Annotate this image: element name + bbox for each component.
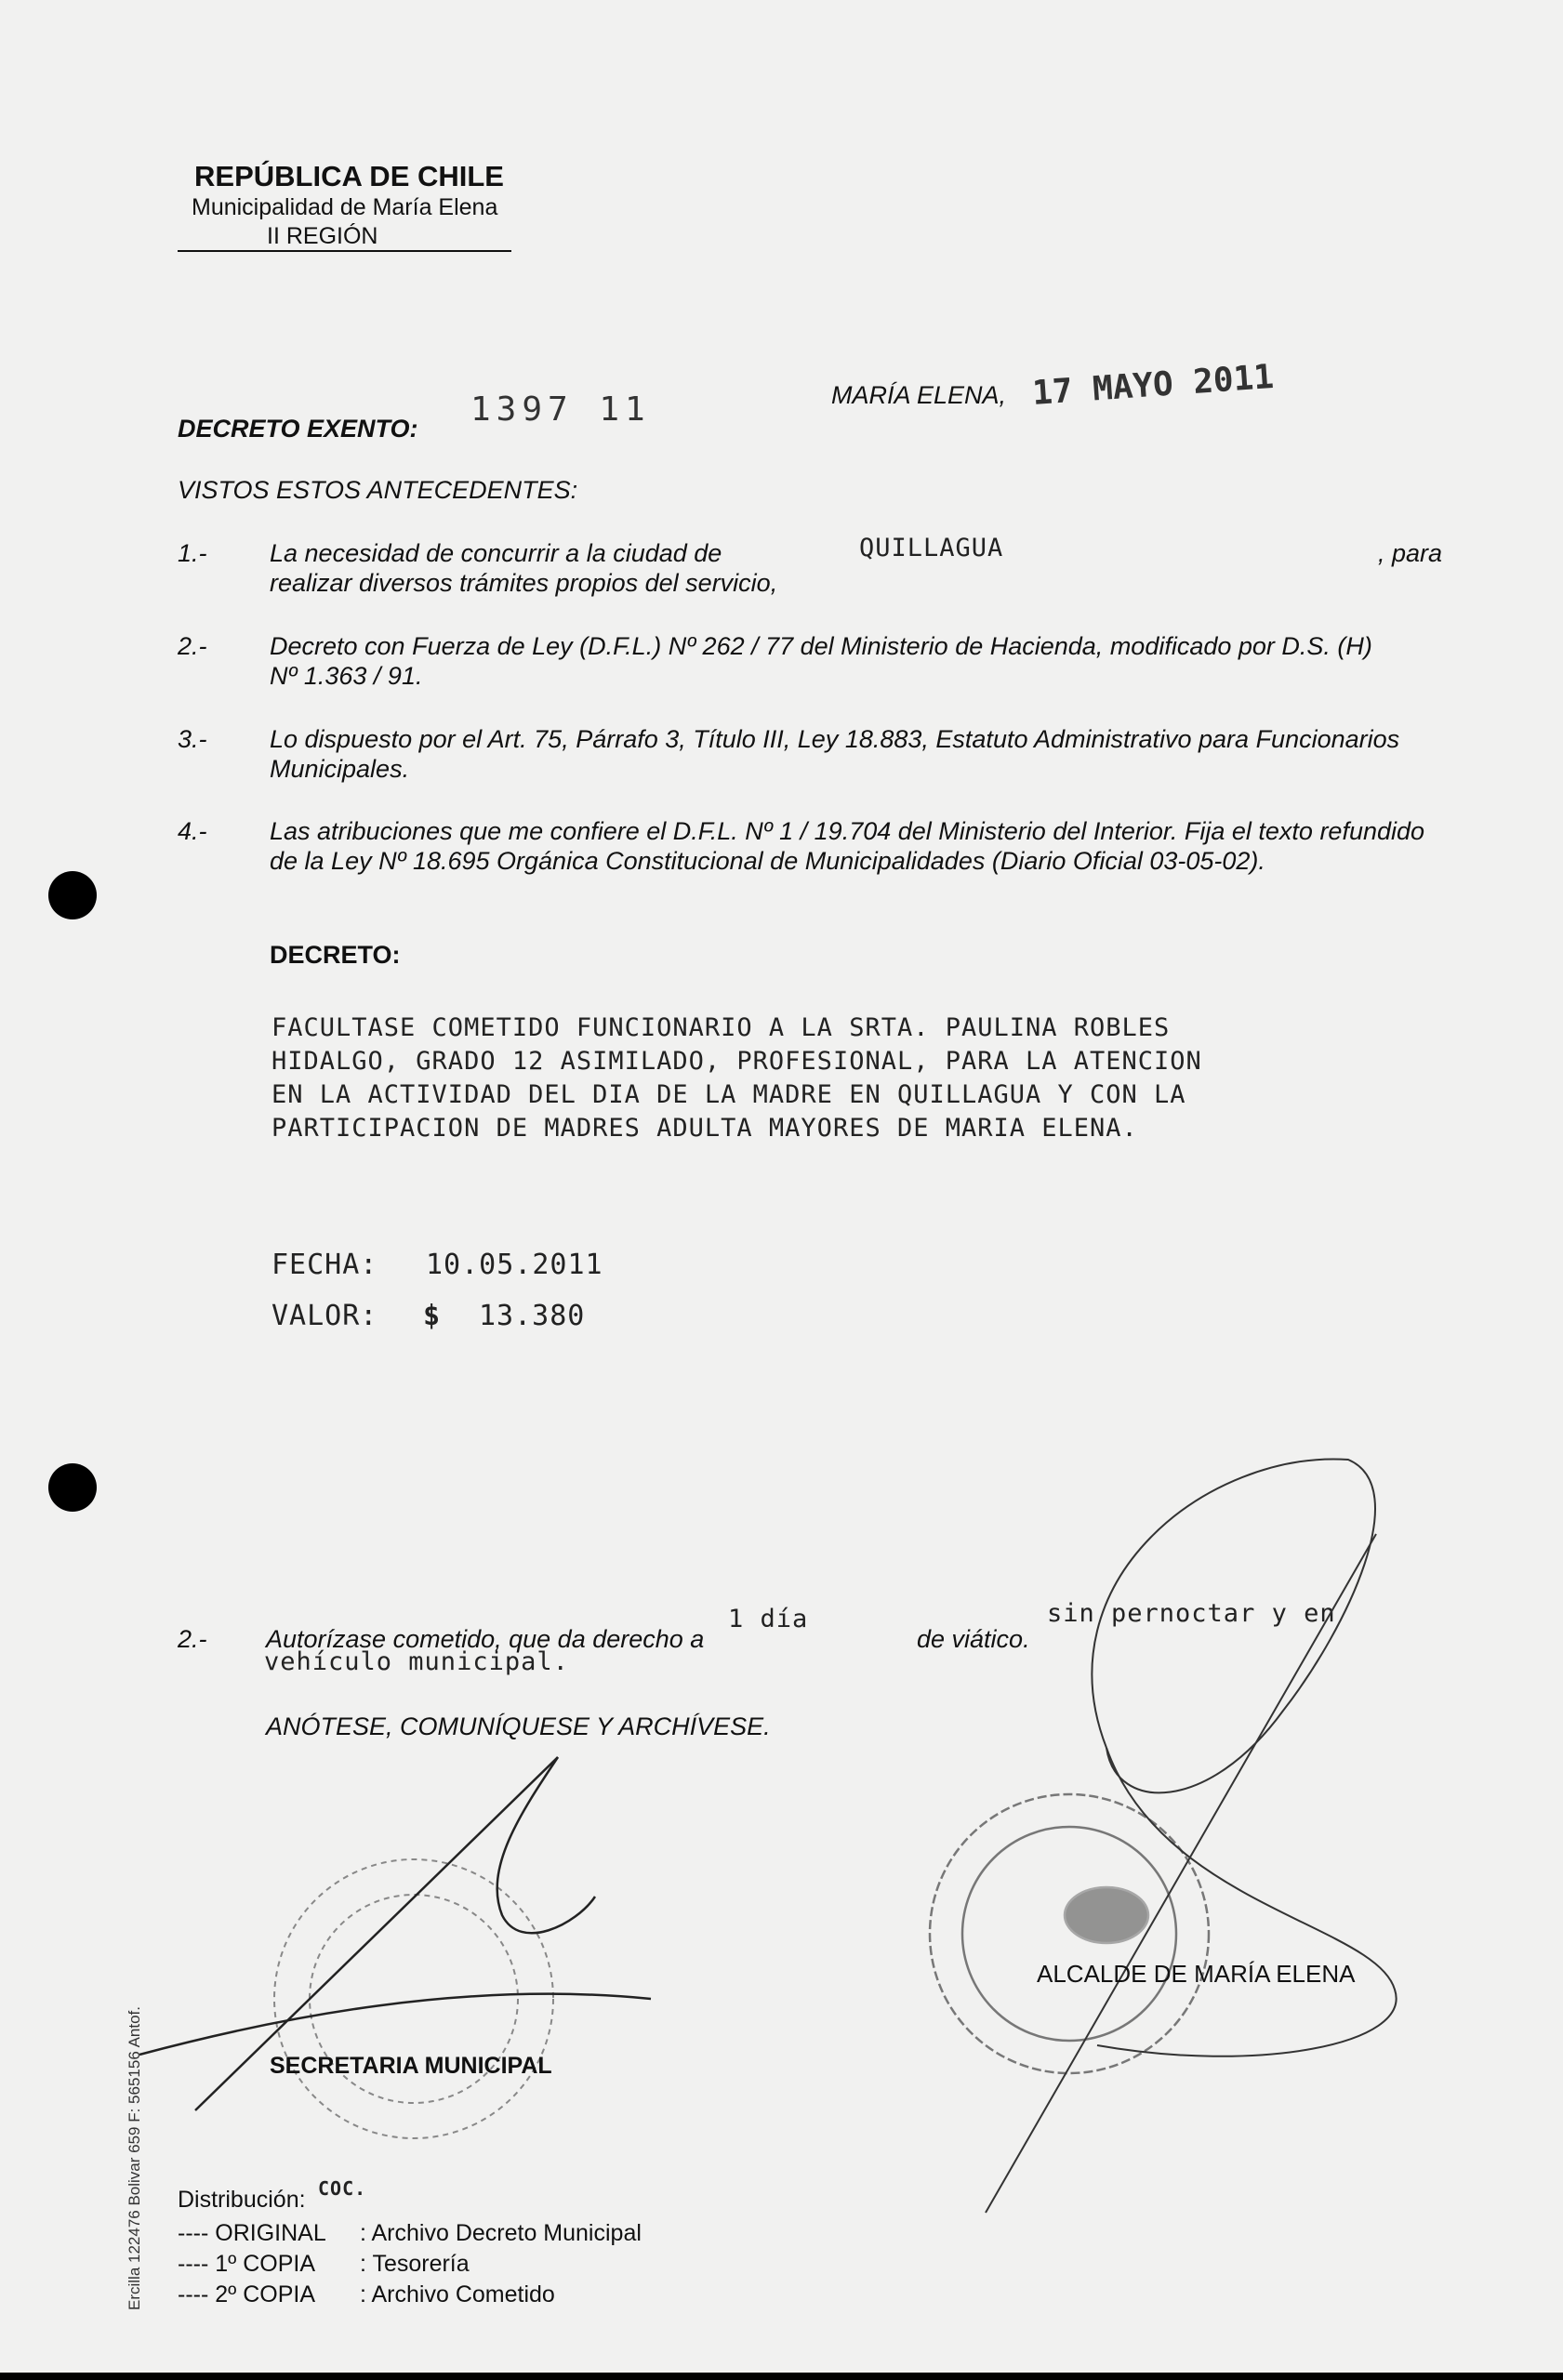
item-3-line1: Lo dispuesto por el Art. 75, Párrafo 3, Título III, Ley 18.883, Estatuto Administrativo para Funcionarios xyxy=(270,725,1400,753)
closing-formula: ANÓTESE, COMUNÍQUESE Y ARCHÍVESE. xyxy=(266,1712,771,1740)
scan-border xyxy=(0,2373,1563,2380)
valor-currency: $ xyxy=(423,1300,442,1332)
item-3-number: 3.- xyxy=(178,725,207,753)
item-4-number: 4.- xyxy=(178,817,207,845)
decreto-line: EN LA ACTIVIDAD DEL DIA DE LA MADRE EN QUILLAGUA Y CON LA xyxy=(272,1080,1186,1109)
item-4-line1: Las atribuciones que me confiere el D.F.L. Nº 1 / 19.704 del Ministerio del Interior. Fija el texto refundido xyxy=(270,817,1425,845)
autoriza-number: 2.- xyxy=(178,1625,207,1653)
municipality-name: Municipalidad de María Elena xyxy=(192,194,498,220)
autoriza-days: 1 día xyxy=(728,1605,809,1633)
decree-label: DECRETO EXENTO: xyxy=(178,415,418,443)
item-3-line2: Municipales. xyxy=(270,755,410,783)
decree-date-stamp: 17 MAYO 2011 xyxy=(1030,357,1276,414)
mayor-seal xyxy=(930,1794,1209,2073)
printer-note: Ercilla 122476 Bolivar 659 F: 565156 Antof. xyxy=(126,2006,143,2310)
secretary-title: SECRETARIA MUNICIPAL xyxy=(270,2053,552,2079)
item-1-city: QUILLAGUA xyxy=(859,534,1004,562)
distribution-copy: ---- ORIGINAL xyxy=(178,2220,326,2246)
mayor-signature xyxy=(986,1459,1397,2213)
item-2-number: 2.- xyxy=(178,632,207,660)
decreto-line: HIDALGO, GRADO 12 ASIMILADO, PROFESIONAL, PARA LA ATENCION xyxy=(272,1047,1202,1076)
item-1-number: 1.- xyxy=(178,539,207,567)
autoriza-text: Autorízase cometido, que da derecho a xyxy=(266,1625,705,1653)
autoriza-vehicle: vehículo municipal. xyxy=(264,1647,569,1676)
autoriza-viatico: de viático. xyxy=(917,1625,1030,1653)
secretary-seal xyxy=(274,1859,553,2138)
valor-label: VALOR: xyxy=(272,1300,378,1332)
item-2-line2: Nº 1.363 / 91. xyxy=(270,662,423,690)
distribution-copy: ---- 1º COPIA xyxy=(178,2251,316,2277)
decreto-title: DECRETO: xyxy=(270,941,401,969)
item-4-line2: de la Ley Nº 18.695 Orgánica Constitucional de Municipalidades (Diario Oficial 03-05-02). xyxy=(270,847,1265,875)
fecha-label: FECHA: xyxy=(272,1249,378,1281)
distribution-copy: ---- 2º COPIA xyxy=(178,2281,316,2307)
fecha-value: 10.05.2011 xyxy=(426,1249,603,1281)
decreto-line: PARTICIPACION DE MADRES ADULTA MAYORES DE MARIA ELENA. xyxy=(272,1114,1138,1143)
valor-value: 13.380 xyxy=(479,1300,586,1332)
decreto-line: FACULTASE COMETIDO FUNCIONARIO A LA SRTA. PAULINA ROBLES xyxy=(272,1013,1171,1042)
autoriza-condition: sin pernoctar y en xyxy=(1047,1599,1336,1628)
item-2-line1: Decreto con Fuerza de Ley (D.F.L.) Nº 262 / 77 del Ministerio de Hacienda, modificado por D.S. (H) xyxy=(270,632,1372,660)
country-heading: REPÚBLICA DE CHILE xyxy=(194,160,504,192)
region-name: II REGIÓN xyxy=(267,223,378,249)
decree-place: MARÍA ELENA, xyxy=(831,381,1007,409)
item-1-line1: La necesidad de concurrir a la ciudad de xyxy=(270,539,722,567)
decree-number-stamp: 1397 11 xyxy=(470,390,651,429)
vistos-title: VISTOS ESTOS ANTECEDENTES: xyxy=(178,476,578,504)
item-1-line2: realizar diversos trámites propios del servicio, xyxy=(270,569,778,597)
distribution-destination: : Archivo Cometido xyxy=(360,2281,555,2307)
item-1-tail: , para xyxy=(1378,539,1443,567)
mayor-title: ALCALDE DE MARÍA ELENA xyxy=(1037,1960,1356,1988)
distribution-label: Distribución: xyxy=(178,2187,306,2213)
distribution-destination: : Archivo Decreto Municipal xyxy=(360,2220,642,2246)
distribution-destination: : Tesorería xyxy=(360,2251,470,2277)
distribution-initials: COC. xyxy=(318,2177,367,2200)
